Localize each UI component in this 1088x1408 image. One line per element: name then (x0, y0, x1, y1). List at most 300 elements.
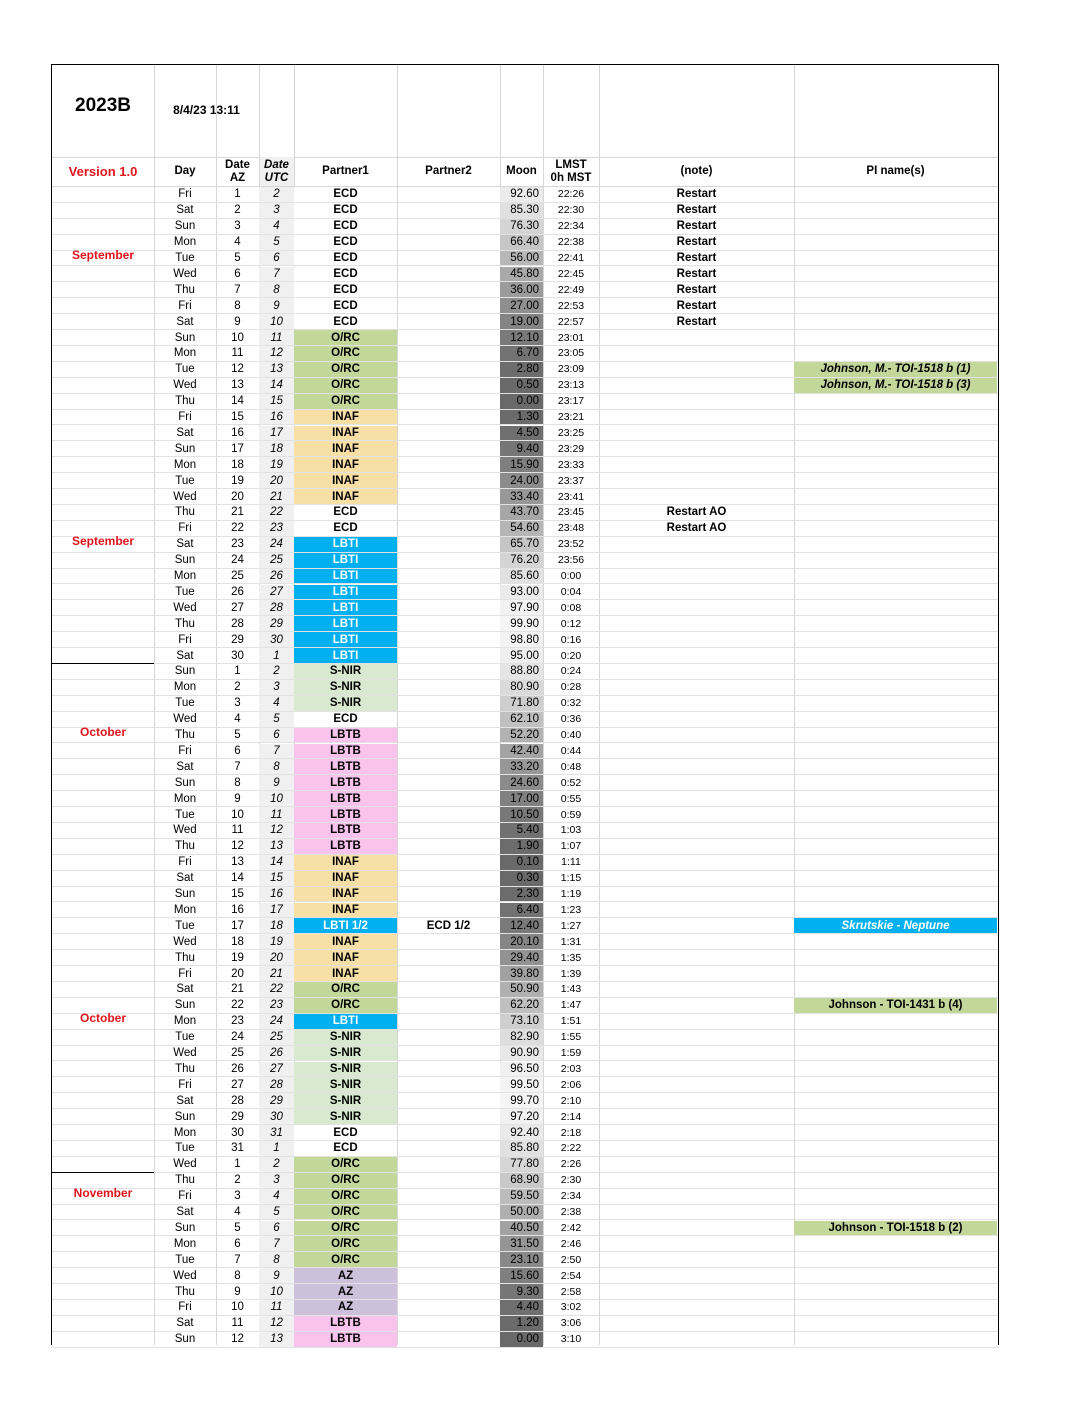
partner2-cell (397, 1157, 500, 1172)
table-row (52, 457, 998, 473)
partner2-cell (397, 457, 500, 472)
table-row (52, 553, 998, 569)
date-az-cell: 27 (231, 601, 244, 614)
moon-cell: 33.40 (500, 489, 543, 504)
pi-name-cell (794, 982, 997, 997)
date-az-cell: 3 (234, 697, 241, 710)
note-cell (599, 441, 794, 456)
note-cell (599, 1093, 794, 1108)
partner1-cell: LBTB (294, 775, 397, 790)
moon-cell: 4.50 (500, 426, 543, 441)
sheet-header-top (52, 65, 998, 158)
table-row (52, 616, 998, 632)
date-utc-cell: 12 (259, 346, 294, 361)
day-cell: Tue (175, 363, 195, 376)
pi-name-cell (794, 648, 997, 663)
date-az-cell: 2 (234, 1174, 241, 1187)
partner1-cell: O/RC (294, 330, 397, 345)
lmst-cell: 23:37 (557, 474, 585, 487)
moon-cell: 66.40 (500, 235, 543, 250)
moon-cell: 0.30 (500, 871, 543, 886)
day-cell: Mon (173, 1237, 197, 1250)
day-cell: Sat (176, 872, 194, 885)
partner2-cell (397, 807, 500, 822)
day-cell: Sun (174, 1110, 196, 1123)
lmst-cell: 1:11 (561, 856, 581, 869)
day-cell: Sat (176, 426, 194, 439)
date-az-cell: 24 (231, 554, 244, 567)
date-az-cell: 17 (231, 919, 244, 932)
lmst-cell: 23:13 (557, 379, 585, 392)
version-label: Version 1.0 (68, 164, 138, 179)
date-utc-cell: 23 (259, 521, 294, 536)
pi-name-cell (794, 1252, 997, 1267)
day-cell: Fri (178, 1190, 192, 1203)
moon-cell: 9.30 (500, 1284, 543, 1299)
lmst-cell: 23:29 (557, 442, 585, 455)
date-utc-cell: 8 (259, 759, 294, 774)
table-row (52, 871, 998, 887)
lmst-cell: 22:45 (557, 267, 585, 280)
lmst-cell: 22:26 (557, 188, 585, 201)
date-utc-cell: 28 (259, 1077, 294, 1092)
lmst-cell: 2:50 (560, 1253, 582, 1266)
note-cell (599, 918, 794, 933)
date-utc-cell: 3 (259, 680, 294, 695)
date-utc-cell: 20 (259, 473, 294, 488)
day-cell: Sun (174, 331, 196, 344)
date-az-cell: 7 (234, 1253, 241, 1266)
table-row (52, 1109, 998, 1125)
table-row (52, 441, 998, 457)
date-az-cell: 19 (231, 951, 244, 964)
lmst-cell: 1:23 (560, 903, 582, 916)
day-cell: Fri (178, 633, 192, 646)
partner1-cell: O/RC (294, 1173, 397, 1188)
pi-name-cell (794, 330, 997, 345)
pi-name-cell (794, 553, 997, 568)
moon-cell: 40.50 (500, 1221, 543, 1236)
date-utc-cell: 2 (259, 187, 294, 202)
partner2-cell (397, 585, 500, 600)
date-az-cell: 12 (231, 1333, 244, 1346)
moon-cell: 93.00 (500, 585, 543, 600)
partner1-cell: LBTI (294, 648, 397, 663)
partner2-cell (397, 219, 500, 234)
table-row (52, 203, 998, 219)
day-cell: Tue (175, 1142, 195, 1155)
table-row (52, 791, 998, 807)
note-cell: Restart (676, 267, 717, 280)
partner2-cell (397, 632, 500, 647)
col-header-moon: Moon (506, 165, 537, 177)
lmst-cell: 23:01 (557, 331, 585, 344)
table-row (52, 664, 998, 680)
moon-cell: 92.60 (500, 187, 543, 202)
day-cell: Mon (173, 681, 197, 694)
note-cell (599, 553, 794, 568)
note-cell (599, 362, 794, 377)
date-utc-cell: 14 (259, 855, 294, 870)
partner1-cell: ECD (294, 1125, 397, 1140)
date-az-cell: 28 (231, 1094, 244, 1107)
lmst-cell: 22:41 (557, 252, 585, 265)
day-cell: Thu (175, 729, 195, 742)
pi-name-cell (794, 298, 997, 313)
lmst-cell: 1:15 (560, 872, 582, 885)
moon-cell: 15.60 (500, 1268, 543, 1283)
date-az-cell: 23 (231, 538, 244, 551)
partner2-cell (397, 267, 500, 282)
pi-name-cell (794, 1268, 997, 1283)
date-utc-cell: 17 (259, 426, 294, 441)
date-utc-cell: 24 (259, 1014, 294, 1029)
date-az-cell: 4 (234, 713, 241, 726)
partner1-cell: INAF (294, 441, 397, 456)
date-utc-cell: 15 (259, 394, 294, 409)
lmst-cell: 1:03 (560, 824, 582, 837)
partner2-cell (397, 505, 500, 520)
table-row (52, 998, 998, 1014)
moon-cell: 65.70 (500, 537, 543, 552)
date-utc-cell: 16 (259, 410, 294, 425)
note-cell (599, 1014, 794, 1029)
table-row (52, 823, 998, 839)
pi-name-cell (794, 696, 997, 711)
date-az-cell: 9 (234, 315, 241, 328)
pi-name-cell (794, 600, 997, 615)
table-row (52, 585, 998, 601)
partner2-cell (397, 314, 500, 329)
date-utc-cell: 13 (259, 1332, 294, 1347)
date-utc-cell: 21 (259, 489, 294, 504)
date-az-cell: 5 (234, 1221, 241, 1234)
partner2-cell (397, 362, 500, 377)
date-az-cell: 29 (231, 633, 244, 646)
day-cell: Sat (176, 538, 194, 551)
pi-name-cell (794, 1189, 997, 1204)
partner1-cell: INAF (294, 855, 397, 870)
partner1-cell: INAF (294, 871, 397, 886)
partner1-cell: LBTI (294, 600, 397, 615)
date-utc-cell: 29 (259, 1093, 294, 1108)
lmst-cell: 1:19 (560, 888, 582, 901)
col-header-date-utc-line1: Date (264, 158, 289, 171)
lmst-cell: 2:46 (560, 1237, 582, 1250)
note-cell (599, 648, 794, 663)
pi-name-cell (794, 1046, 997, 1061)
col-header-date-utc (259, 157, 294, 186)
col-header-partner1: Partner1 (322, 165, 369, 177)
partner2-cell (397, 330, 500, 345)
date-az-cell: 7 (234, 760, 241, 773)
day-cell: Fri (178, 188, 192, 201)
partner1-cell: O/RC (294, 1221, 397, 1236)
date-az-cell: 12 (231, 363, 244, 376)
date-az-cell: 23 (231, 1015, 244, 1028)
table-row (52, 346, 998, 362)
partner1-cell: INAF (294, 489, 397, 504)
date-utc-cell: 18 (259, 441, 294, 456)
moon-cell: 99.50 (500, 1077, 543, 1092)
note-cell: Restart (676, 299, 717, 312)
moon-cell: 33.20 (500, 759, 543, 774)
note-cell (599, 569, 794, 584)
note-cell (599, 1077, 794, 1092)
day-cell: Sun (174, 776, 196, 789)
lmst-cell: 2:14 (560, 1110, 582, 1123)
note-cell (599, 1316, 794, 1331)
partner1-cell: S-NIR (294, 1077, 397, 1092)
moon-cell: 56.00 (500, 251, 543, 266)
note-cell: Restart (676, 252, 717, 265)
lmst-cell: 22:49 (557, 283, 585, 296)
month-label: September (71, 247, 135, 262)
moon-cell: 73.10 (500, 1014, 543, 1029)
schedule-sheet (51, 64, 999, 1345)
lmst-cell: 2:30 (560, 1174, 582, 1187)
day-cell: Wed (173, 713, 197, 726)
partner1-cell: O/RC (294, 1205, 397, 1220)
partner1-cell: LBTB (294, 1316, 397, 1331)
partner1-cell: LBTB (294, 839, 397, 854)
date-az-cell: 30 (231, 1126, 244, 1139)
table-row (52, 505, 998, 521)
date-az-cell: 10 (231, 331, 244, 344)
day-cell: Wed (173, 1158, 197, 1171)
table-row (52, 267, 998, 283)
pi-name-cell (794, 966, 997, 981)
pi-name-cell (794, 855, 997, 870)
note-cell: Restart (676, 283, 717, 296)
day-cell: Tue (175, 585, 195, 598)
date-az-cell: 8 (234, 776, 241, 789)
table-row (52, 1125, 998, 1141)
partner2-cell (397, 1173, 500, 1188)
note-cell (599, 680, 794, 695)
partner1-cell: LBTI (294, 585, 397, 600)
moon-cell: 42.40 (500, 744, 543, 759)
partner2-cell (397, 903, 500, 918)
semester-title: 2023B (75, 95, 131, 116)
moon-cell: 5.40 (500, 823, 543, 838)
note-cell (599, 966, 794, 981)
lmst-cell: 23:21 (557, 411, 585, 424)
date-az-cell: 2 (234, 681, 241, 694)
lmst-cell: 23:05 (557, 347, 585, 360)
partner1-cell: INAF (294, 410, 397, 425)
partner2-cell (397, 839, 500, 854)
note-cell: Restart AO (666, 522, 727, 535)
moon-cell: 97.20 (500, 1109, 543, 1124)
partner2-cell (397, 187, 500, 202)
pi-name-cell (794, 203, 997, 218)
lmst-cell: 2:22 (560, 1142, 582, 1155)
note-cell (599, 823, 794, 838)
pi-name-cell (794, 394, 997, 409)
note-cell (599, 1284, 794, 1299)
col-header-partner2: Partner2 (425, 165, 472, 177)
note-cell (599, 855, 794, 870)
date-az-cell: 24 (231, 1031, 244, 1044)
date-az-cell: 7 (234, 283, 241, 296)
partner1-cell: LBTI (294, 569, 397, 584)
note-cell (599, 1332, 794, 1347)
day-cell: Wed (173, 1047, 197, 1060)
note-cell (599, 1173, 794, 1188)
date-utc-cell: 1 (259, 648, 294, 663)
day-cell: Tue (175, 252, 195, 265)
day-cell: Wed (173, 490, 197, 503)
moon-cell: 68.90 (500, 1173, 543, 1188)
date-utc-cell: 11 (259, 330, 294, 345)
lmst-cell: 2:42 (560, 1221, 582, 1234)
moon-cell: 6.40 (500, 903, 543, 918)
date-utc-cell: 4 (259, 219, 294, 234)
pi-name-cell (794, 585, 997, 600)
date-az-cell: 8 (234, 299, 241, 312)
day-cell: Mon (173, 458, 197, 471)
date-utc-cell: 3 (259, 1173, 294, 1188)
date-utc-cell: 3 (259, 203, 294, 218)
date-az-cell: 17 (231, 442, 244, 455)
partner1-cell: LBTI 1/2 (294, 918, 397, 933)
day-cell: Tue (175, 1031, 195, 1044)
date-utc-cell: 7 (259, 744, 294, 759)
pi-name-cell: Johnson - TOI-1518 b (2) (794, 1221, 997, 1236)
table-row (52, 378, 998, 394)
partner1-cell: O/RC (294, 394, 397, 409)
pi-name-cell (794, 1157, 997, 1172)
date-utc-cell: 30 (259, 1109, 294, 1124)
pi-name-cell (794, 744, 997, 759)
partner2-cell (397, 1093, 500, 1108)
date-utc-cell: 2 (259, 664, 294, 679)
day-cell: Mon (173, 792, 197, 805)
table-row (52, 728, 998, 744)
month-separator (52, 1172, 154, 1173)
table-row (52, 680, 998, 696)
note-cell (599, 775, 794, 790)
pi-name-cell (794, 791, 997, 806)
pi-name-cell (794, 1205, 997, 1220)
day-cell: Sat (176, 1094, 194, 1107)
note-cell (599, 759, 794, 774)
note-cell (599, 457, 794, 472)
table-row (52, 1252, 998, 1268)
partner1-cell: INAF (294, 903, 397, 918)
table-row (52, 569, 998, 585)
col-header-lmst-line2: 0h MST (550, 171, 592, 184)
partner1-cell: ECD (294, 1141, 397, 1156)
moon-cell: 2.80 (500, 362, 543, 377)
partner2-cell (397, 394, 500, 409)
partner2-cell (397, 696, 500, 711)
day-cell: Thu (175, 1062, 195, 1075)
lmst-cell: 2:10 (560, 1094, 582, 1107)
lmst-cell: 1:27 (560, 919, 582, 932)
date-az-cell: 28 (231, 617, 244, 630)
partner1-cell: INAF (294, 934, 397, 949)
date-utc-cell: 5 (259, 1205, 294, 1220)
partner2-cell (397, 855, 500, 870)
moon-cell: 1.20 (500, 1316, 543, 1331)
pi-name-cell (794, 426, 997, 441)
partner1-cell: ECD (294, 203, 397, 218)
pi-name-cell (794, 1125, 997, 1140)
table-row (52, 744, 998, 760)
pi-name-cell (794, 1173, 997, 1188)
partner1-cell: ECD (294, 298, 397, 313)
partner2-cell (397, 887, 500, 902)
note-cell (599, 1125, 794, 1140)
lmst-cell: 0:24 (560, 665, 582, 678)
pi-name-cell (794, 410, 997, 425)
table-row (52, 696, 998, 712)
note-cell (599, 426, 794, 441)
note-cell (599, 537, 794, 552)
lmst-cell: 23:41 (557, 490, 585, 503)
partner1-cell: S-NIR (294, 1062, 397, 1077)
date-az-cell: 22 (231, 999, 244, 1012)
pi-name-cell (794, 728, 997, 743)
pi-name-cell (794, 1316, 997, 1331)
date-az-cell: 1 (234, 665, 241, 678)
pi-name-cell (794, 505, 997, 520)
date-az-cell: 29 (231, 1110, 244, 1123)
moon-cell: 12.40 (500, 918, 543, 933)
lmst-cell: 1:51 (560, 1015, 582, 1028)
moon-cell: 0.50 (500, 378, 543, 393)
partner1-cell: ECD (294, 267, 397, 282)
day-cell: Tue (175, 697, 195, 710)
moon-cell: 24.60 (500, 775, 543, 790)
pi-name-cell (794, 282, 997, 297)
note-cell (599, 839, 794, 854)
partner1-cell: LBTI (294, 616, 397, 631)
moon-cell: 85.30 (500, 203, 543, 218)
date-az-cell: 1 (234, 188, 241, 201)
partner1-cell: AZ (294, 1284, 397, 1299)
note-cell: Restart AO (666, 506, 727, 519)
date-az-cell: 2 (234, 204, 241, 217)
moon-cell: 4.40 (500, 1300, 543, 1315)
date-az-cell: 21 (231, 506, 244, 519)
moon-cell: 19.00 (500, 314, 543, 329)
day-cell: Wed (173, 824, 197, 837)
date-utc-cell: 12 (259, 1316, 294, 1331)
pi-name-cell (794, 934, 997, 949)
pi-name-cell (794, 1077, 997, 1092)
date-utc-cell: 21 (259, 966, 294, 981)
table-row (52, 1157, 998, 1173)
col-header-day: Day (174, 165, 196, 177)
table-row (52, 918, 998, 934)
note-cell (599, 1205, 794, 1220)
lmst-cell: 22:38 (557, 236, 585, 249)
pi-name-cell: Skrutskie - Neptune (794, 918, 997, 933)
date-utc-cell: 14 (259, 378, 294, 393)
partner2-cell (397, 569, 500, 584)
day-cell: Wed (173, 267, 197, 280)
moon-cell: 23.10 (500, 1252, 543, 1267)
partner2-cell (397, 1316, 500, 1331)
table-row (52, 1173, 998, 1189)
moon-cell: 99.90 (500, 616, 543, 631)
table-row (52, 600, 998, 616)
date-az-cell: 22 (231, 522, 244, 535)
day-cell: Thu (175, 840, 195, 853)
